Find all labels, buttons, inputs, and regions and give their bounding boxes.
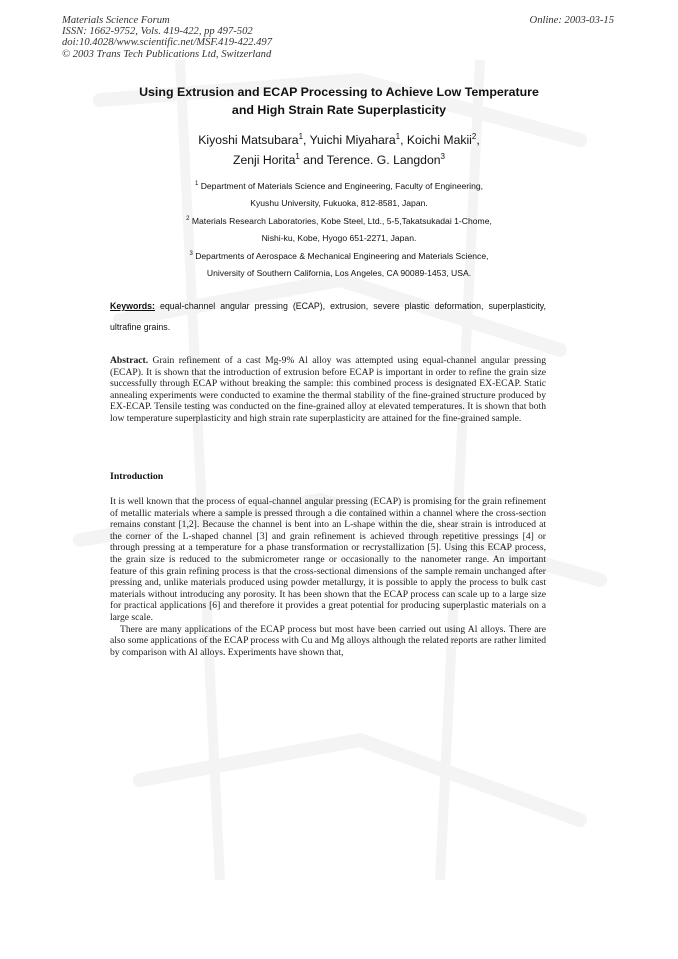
introduction-heading: Introduction <box>110 471 164 482</box>
copyright-line: © 2003 Trans Tech Publications Ltd, Switzerland <box>62 48 272 60</box>
keywords-section <box>110 296 546 338</box>
abstract-label: Abstract. <box>110 355 149 366</box>
affiliation-2-line-2: Nishi-ku, Kobe, Hyogo 651-2271, Japan. <box>261 233 417 244</box>
introduction-body <box>110 496 546 658</box>
author-line-2 <box>100 150 578 170</box>
affiliation-marker: 1 <box>194 181 199 188</box>
author-name: , Koichi Makii <box>400 133 472 147</box>
author-line-1 <box>100 130 578 150</box>
issn-line: ISSN: 1662-9752, Vols. 419-422, pp 497-502 <box>62 26 253 38</box>
abstract-text: Grain refinement of a cast Mg-9% Al alloy was attempted using equal-channel angular pressing (ECAP). It is shown that the introduction of extrusion before ECAP is important in order to refine the grain size successfully through ECAP without breaking the sample: this combined process is designated EX-ECAP. Static annealing experiments were conducted to examine the thermal stability of the fine-grained structure produced by EX-ECAP. Tensile testing was conducted on the fine-grained alloy at elevated temperatures. It is shown that both low temperature superplasticity and high strain rate superplasticity are attained for the fine-grained sample. <box>110 355 546 424</box>
affiliation-3-line-1 <box>100 248 578 265</box>
affiliation-marker: 1 <box>395 131 401 141</box>
author-name: , Yuichi Miyahara <box>303 133 396 147</box>
affiliation-marker: 1 <box>295 151 300 161</box>
title-line-2: and High Strain Rate Superplasticity <box>231 103 447 117</box>
author-name: and Terence. G. Langdon <box>299 153 441 167</box>
introduction-paragraph: There are many applications of the ECAP process but most have been carried out using Al alloys. There are also some applications of the ECAP process with Cu and Mg alloys although the related reports are rather limited by comparison with Al alloys. Experiments have shown that, <box>110 623 546 658</box>
doi-line[interactable]: doi:10.4028/www.scientific.net/MSF.419-422.497 <box>62 37 272 49</box>
affiliation-3-line-2: University of Southern California, Los Angeles, CA 90089-1453, USA. <box>206 268 472 279</box>
paper-title <box>100 83 578 119</box>
author-list <box>100 130 578 170</box>
keywords-text: equal-channel angular pressing (ECAP), extrusion, severe plastic deformation, superplasticity, ultrafine grains. <box>110 301 546 332</box>
affiliation-marker: 1 <box>298 131 304 141</box>
affiliation-1-line-2: Kyushu University, Fukuoka, 812-8581, Japan. <box>250 198 428 209</box>
affiliation-marker: 3 <box>440 151 445 161</box>
author-separator: , <box>476 133 480 147</box>
affiliation-text: Departments of Aerospace & Mechanical Engineering and Materials Science, <box>192 250 489 261</box>
journal-name: Materials Science Forum <box>62 15 170 26</box>
abstract-section <box>110 355 546 425</box>
affiliation-1-line-1 <box>100 178 578 195</box>
publication-metadata <box>62 15 272 60</box>
affiliation-marker: 3 <box>189 250 193 257</box>
affiliation-text: Materials Research Laboratories, Kobe Steel, Ltd., 5-5,Takatsukadai 1-Chome, <box>189 215 492 226</box>
affiliation-text: Department of Materials Science and Engineering, Faculty of Engineering, <box>198 181 484 191</box>
author-name: Zenji Horita <box>233 153 296 167</box>
author-name: Kiyoshi Matsubara <box>198 133 299 147</box>
online-date: Online: 2003-03-15 <box>529 15 614 26</box>
affiliation-list <box>100 178 578 282</box>
title-line-1: Using Extrusion and ECAP Processing to Achieve Low Temperature <box>139 85 539 99</box>
affiliation-2-line-1 <box>100 213 578 230</box>
affiliation-marker: 2 <box>186 215 190 222</box>
keywords-label: Keywords: <box>110 301 155 311</box>
affiliation-marker: 2 <box>471 131 477 141</box>
introduction-paragraph: It is well known that the process of equal-channel angular pressing (ECAP) is promising for the grain refinement of metallic materials where a sample is pressed through a die contained within a channel where the cross-section remains constant [1,2]. Because the channel is bent into an L-shape within the die, shear strain is introduced at the corner of the L-shaped channel [3] and grain refinement is achieved through repetitive pressings [4] or through pressing at a temperature for a phase transformation or recrystallization [5]. Using this ECAP process, the grain size is reduced to the submicrometer range or occasionally to the nanometer range. An important feature of this grain refining process is that the cross-sectional dimensions of the sample remain unchanged after pressing and, unlike materials produced using powder metallurgy, it is possible to apply the process to bulk cast materials without introducing any porosity. It has been shown that the ECAP process can scale up to a large size for practical applications [6] and therefore it provides a great potential for producing superplastic materials on a large scale. <box>110 496 546 623</box>
